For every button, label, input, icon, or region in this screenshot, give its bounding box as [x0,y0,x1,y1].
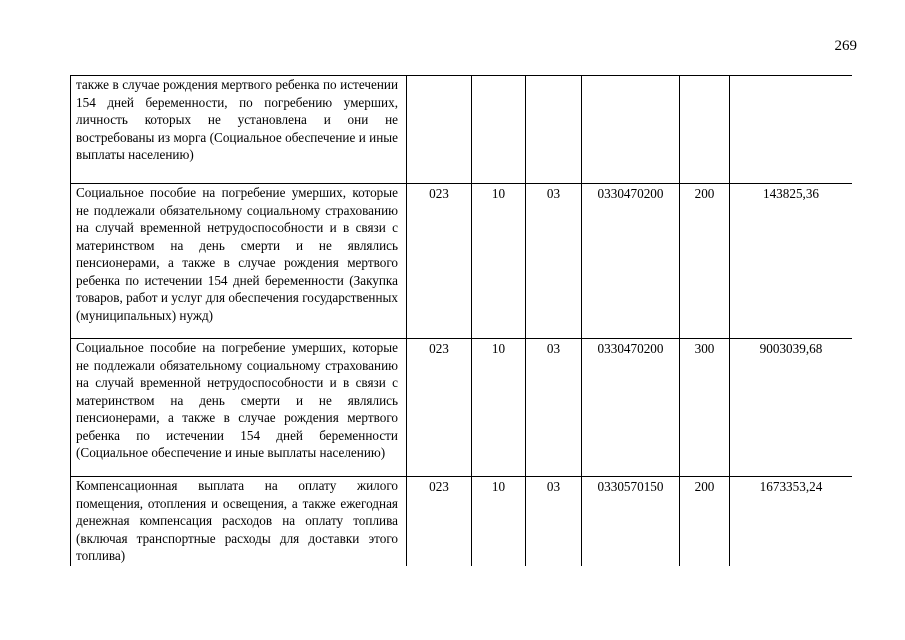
row-expense-type-code [680,76,730,184]
table-row [71,477,853,567]
row-description: также в случае рождения мертвого ребенка по истечении 154 дней беременности, по погребению умерших, личность которых не установлена и они не востребованы из морга (Социальное обеспечение и иные выплаты населению) [71,76,407,184]
row-description: Компенсационная выплата на оплату жилого помещения, отопления и освещения, а также ежегодная денежная компенсация расходов на оплату топлива (включая транспортные расходы для доставки этого топлива) [71,477,407,567]
row-amount: 9003039,68 [730,339,853,477]
budget-table [70,75,852,566]
row-department-code [407,76,472,184]
row-amount: 143825,36 [730,184,853,339]
row-target-article-code: 0330470200 [582,184,680,339]
row-amount [730,76,853,184]
row-expense-type-code: 200 [680,184,730,339]
row-description: Социальное пособие на погребение умерших, которые не подлежали обязательному социальному страхованию на случай временной нетрудоспособности и в связи с материнством на день смерти и не являлись пенсионерами, а также в случае рождения мертвого ребенка по истечении 154 дней беременности (Социальное обеспечение и иные выплаты населению) [71,339,407,477]
row-section-code: 10 [472,477,526,567]
row-section-code: 10 [472,339,526,477]
table-row [71,339,853,477]
row-subsection-code: 03 [526,477,582,567]
row-description: Социальное пособие на погребение умерших, которые не подлежали обязательному социальному страхованию на случай временной нетрудоспособности и в связи с материнством на день смерти и не являлись пенсионерами, а также в случае рождения мертвого ребенка по истечении 154 дней беременности (Закупка товаров, работ и услуг для обеспечения государственных (муниципальных) нужд) [71,184,407,339]
row-subsection-code: 03 [526,184,582,339]
page-number: 269 [834,38,857,54]
row-target-article-code: 0330570150 [582,477,680,567]
row-target-article-code: 0330470200 [582,339,680,477]
row-section-code [472,76,526,184]
row-expense-type-code: 200 [680,477,730,567]
row-expense-type-code: 300 [680,339,730,477]
row-department-code: 023 [407,184,472,339]
table-row [71,184,853,339]
row-department-code: 023 [407,339,472,477]
budget-table-container [70,75,852,566]
row-section-code: 10 [472,184,526,339]
row-subsection-code [526,76,582,184]
row-department-code: 023 [407,477,472,567]
table-row [71,76,853,184]
row-amount: 1673353,24 [730,477,853,567]
row-target-article-code [582,76,680,184]
row-subsection-code: 03 [526,339,582,477]
